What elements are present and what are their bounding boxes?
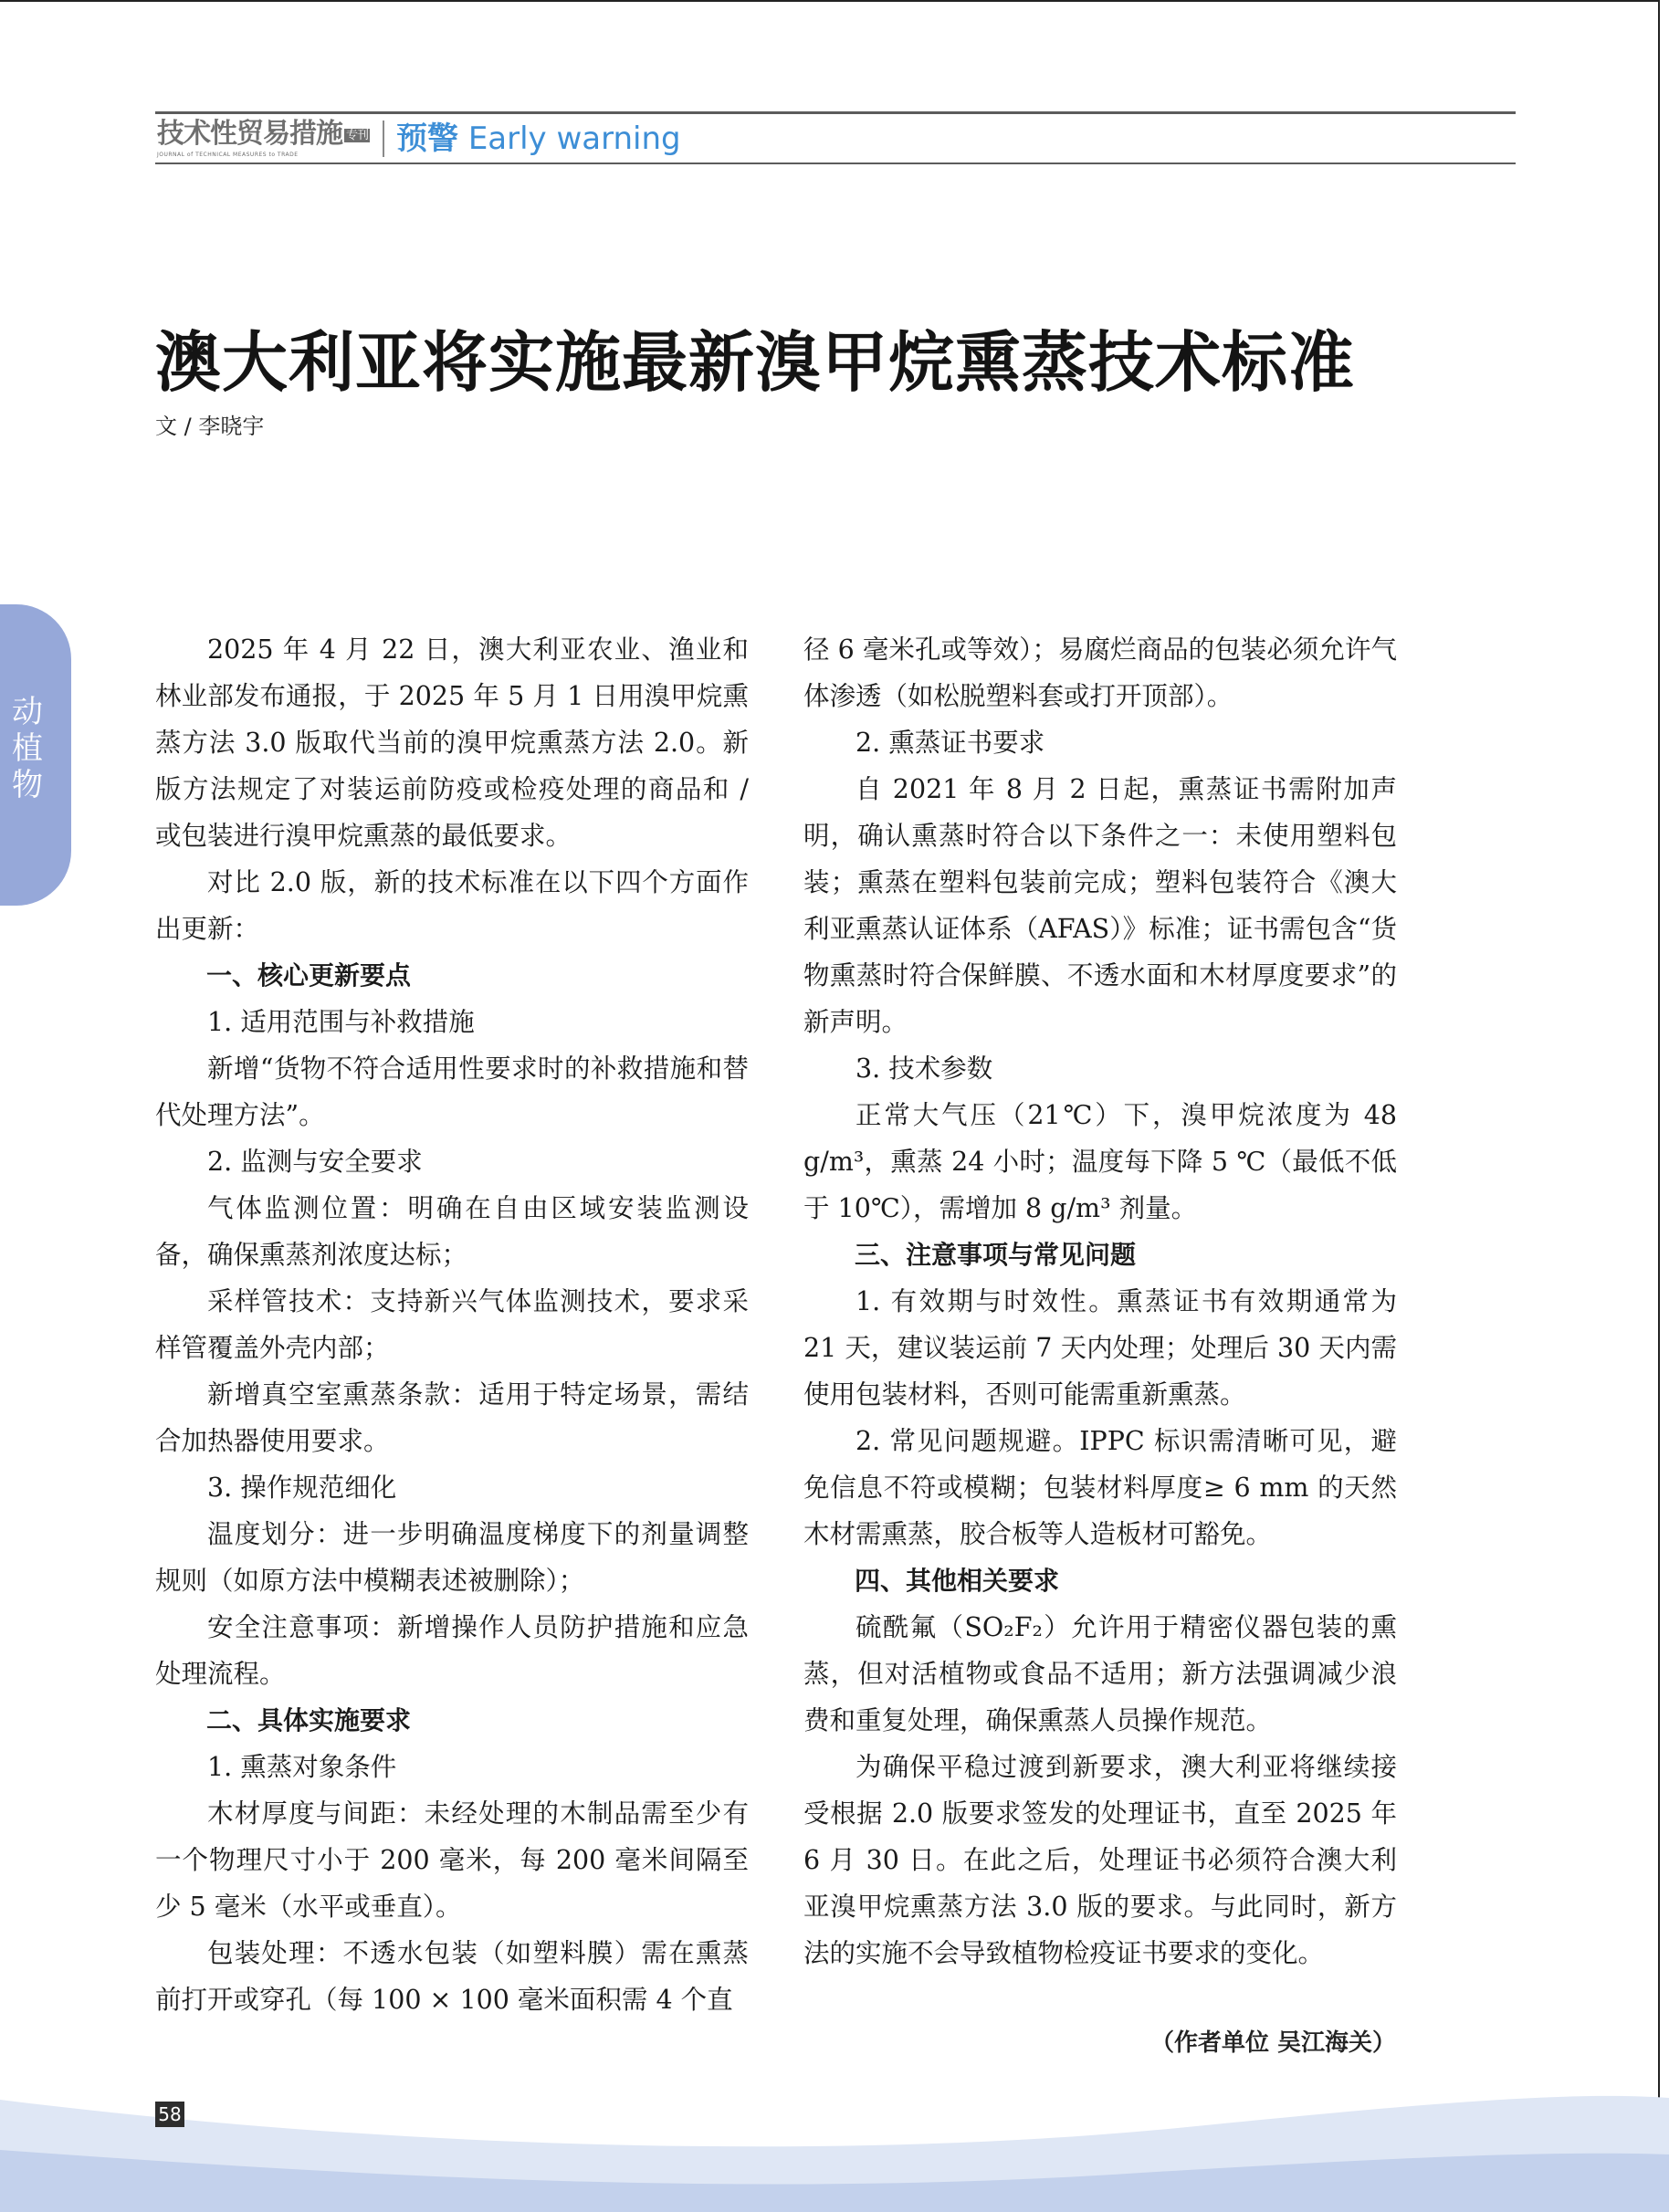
paragraph: 新增“货物不符合适用性要求时的补救措施和替代处理方法”。 (155, 1054, 749, 1130)
section-heading: 三、注意事项与常见问题 (855, 1240, 1137, 1270)
paragraph: 1. 有效期与时效性。熏蒸证书有效期通常为 21 天，建议装运前 7 天内处理；处理后 30 天内需使用包装材料，否则可能需重新熏蒸。 (803, 1286, 1397, 1410)
journal-name-en: JOURNAL of TECHNICAL MEASURES to TRADE (157, 152, 299, 158)
section-label (396, 119, 681, 159)
paragraph: 对比 2.0 版，新的技术标准在以下四个方面作出更新： (155, 867, 749, 944)
journal-badge: 专刊 (346, 129, 369, 142)
section-label-cn: 预警 (396, 121, 458, 157)
paragraph: 正常大气压（21℃）下，溴甲烷浓度为 48 g/m³，熏蒸 24 小时；温度每下降 5 ℃（最低不低于 10℃），需增加 8 g/m³ 剂量。 (803, 1100, 1397, 1223)
page-number: 58 (155, 2102, 184, 2127)
header-rule-bottom (155, 162, 1516, 164)
paragraph: 2025 年 4 月 22 日，澳大利亚农业、渔业和林业部发布通报，于 2025 年 5 月 1 日用溴甲烷熏蒸方法 3.0 版取代当前的溴甲烷熏蒸方法 2.0。新版方法规定了对装运前防疫或检疫处理的商品和 / 或包装进行溴甲烷熏蒸的最低要求。 (155, 634, 749, 851)
paragraph: 径 6 毫米孔或等效）；易腐烂商品的包装必须允许气体渗透（如松脱塑料套或打开顶部）。 (803, 634, 1397, 711)
paragraph: 2. 常见问题规避。IPPC 标识需清晰可见，避免信息不符或模糊；包装材料厚度≥ 6 mm 的天然木材需熏蒸，胶合板等人造板材可豁免。 (803, 1426, 1397, 1549)
paragraph: 为确保平稳过渡到新要求，澳大利亚将继续接受根据 2.0 版要求签发的处理证书，直至 2025 年 6 月 30 日。在此之后，处理证书必须符合澳大利亚溴甲烷熏蒸方法 3.0 版的要求。与此同时，新方法的实施不会导致植物检疫证书要求的变化。 (803, 1752, 1397, 1968)
article-author: 文 / 李晓宇 (155, 414, 265, 439)
paragraph: 自 2021 年 8 月 2 日起，熏蒸证书需附加声明，确认熏蒸时符合以下条件之一：未使用塑料包装；熏蒸在塑料包装前完成；塑料包装符合《澳大利亚熏蒸认证体系（AFAS）》标准；证书需包含“货物熏蒸时符合保鲜膜、不透水面和木材厚度要求”的新声明。 (803, 774, 1397, 1037)
journal-name-cn: 技术性贸易措施 (157, 118, 342, 150)
paragraph: 采样管技术：支持新兴气体监测技术，要求采样管覆盖外壳内部； (155, 1286, 749, 1363)
paragraph: 木材厚度与间距：未经处理的木制品需至少有一个物理尺寸小于 200 毫米，每 200 毫米间隔至少 5 毫米（水平或垂直）。 (155, 1798, 749, 1922)
left-column (155, 626, 749, 2023)
subsection-heading: 3. 操作规范细化 (207, 1473, 397, 1503)
section-label-en: Early warning (467, 121, 681, 157)
paragraph: 安全注意事项：新增操作人员防护措施和应急处理流程。 (155, 1612, 749, 1689)
header-rule-top (155, 111, 1516, 114)
paragraph: 气体监测位置：明确在自由区域安装监测设备，确保熏蒸剂浓度达标； (155, 1193, 749, 1270)
section-heading: 四、其他相关要求 (855, 1566, 1060, 1596)
category-label: 动植物 (12, 694, 43, 803)
subsection-heading: 3. 技术参数 (855, 1054, 993, 1084)
subsection-heading: 2. 监测与安全要求 (207, 1147, 423, 1177)
paragraph: 温度划分：进一步明确温度梯度下的剂量调整规则（如原方法中模糊表述被删除）； (155, 1519, 749, 1596)
right-column (803, 626, 1397, 1976)
header-separator (383, 121, 384, 157)
journal-logo (157, 119, 376, 161)
author-affiliation: （作者单位 吴江海关） (1150, 2029, 1397, 2057)
paragraph: 硫酰氟（SO₂F₂）允许用于精密仪器包装的熏蒸，但对活植物或食品不适用；新方法强调减少浪费和重复处理，确保熏蒸人员操作规范。 (803, 1612, 1397, 1735)
section-heading: 二、具体实施要求 (206, 1705, 412, 1735)
subsection-heading: 2. 熏蒸证书要求 (855, 728, 1045, 758)
footer-wave (0, 2063, 1669, 2212)
article-title: 澳大利亚将实施最新溴甲烷熏蒸技术标准 (155, 324, 1356, 401)
section-heading: 一、核心更新要点 (206, 960, 412, 991)
category-side-tab (0, 604, 71, 906)
subsection-heading: 1. 熏蒸对象条件 (207, 1752, 397, 1782)
paragraph: 新增真空室熏蒸条款：适用于特定场景，需结合加热器使用要求。 (155, 1379, 749, 1456)
subsection-heading: 1. 适用范围与补救措施 (207, 1007, 475, 1037)
paragraph: 包装处理：不透水包装（如塑料膜）需在熏蒸前打开或穿孔（每 100 × 100 毫米面积需 4 个直 (155, 1938, 749, 2015)
